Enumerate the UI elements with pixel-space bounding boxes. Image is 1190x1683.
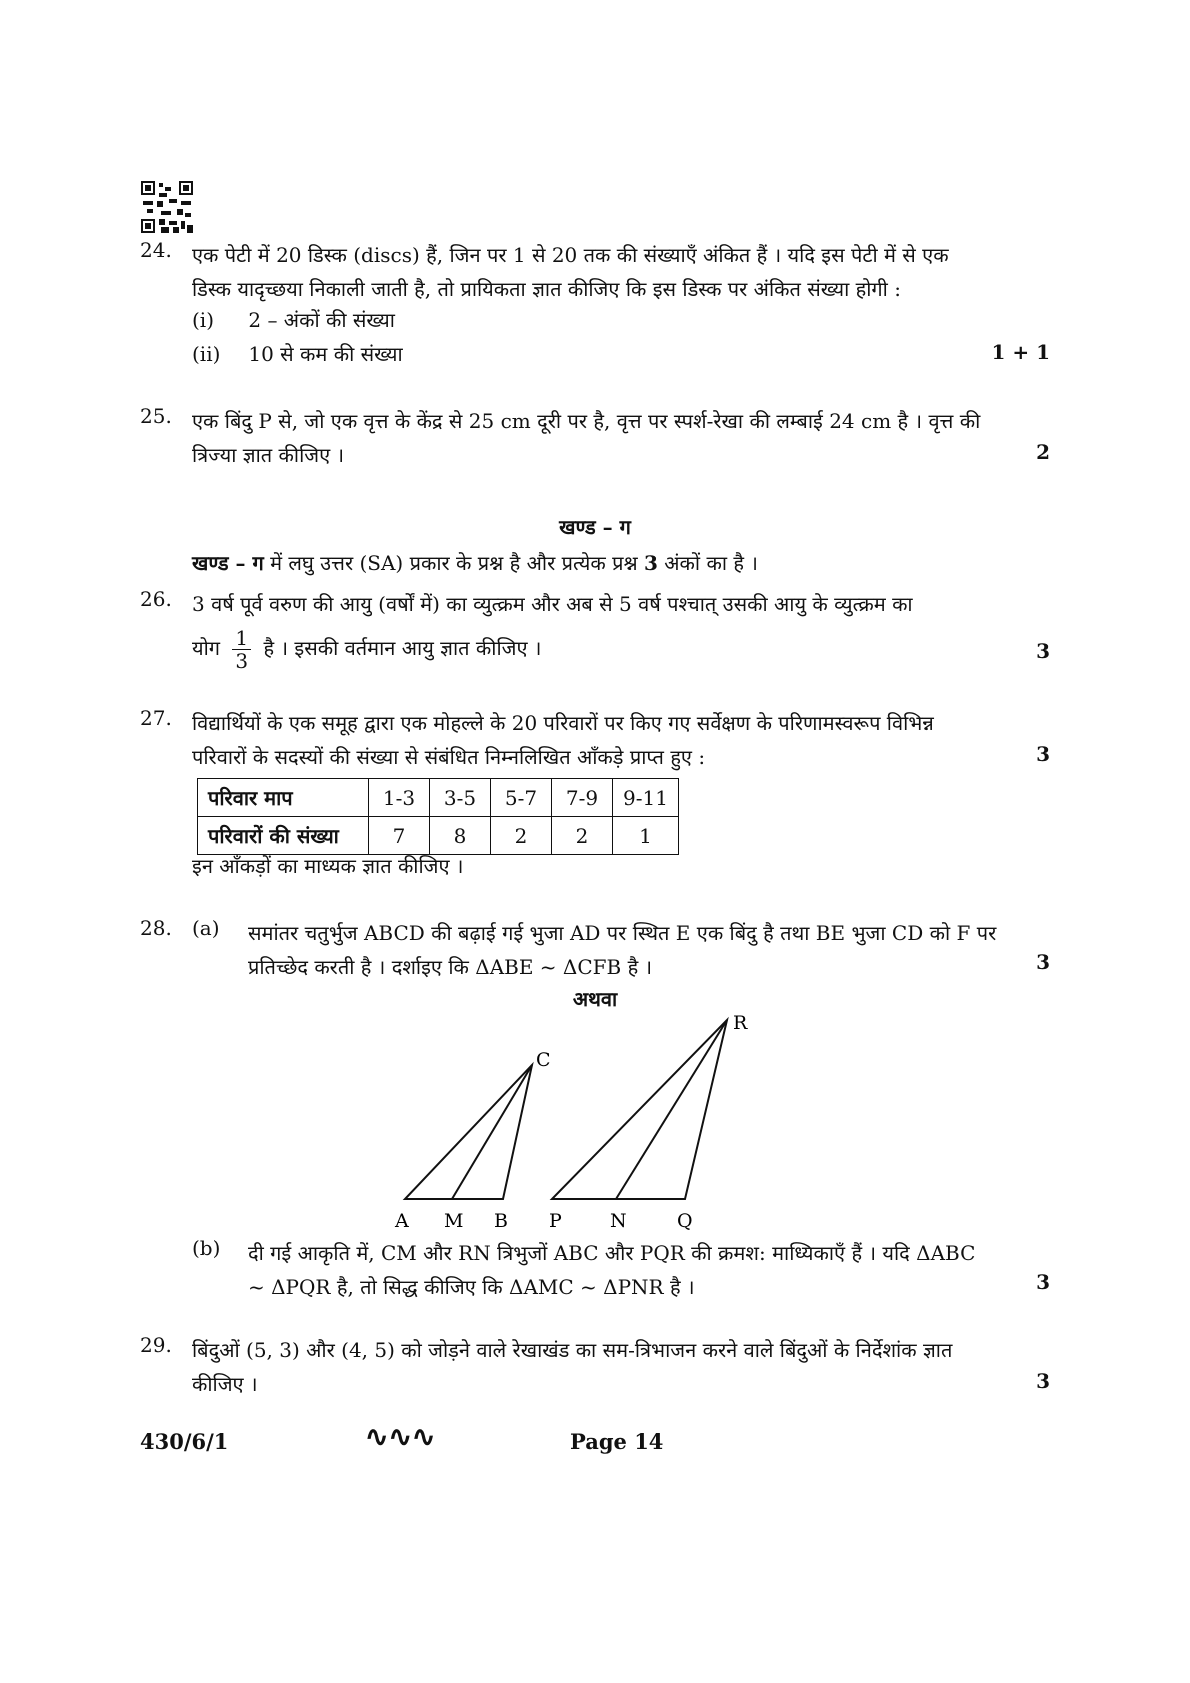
question-text: एक बिंदु P से, जो एक वृत्त के केंद्र से 25 cm दूरी पर है, वृत्त पर स्पर्श-रेखा की लम्बाई 24 cm है । वृत्त की त्रिज्या ज्ञात कीजिए । xyxy=(192,409,981,467)
question-marks: 1 + 1 xyxy=(991,340,1050,364)
fraction-denominator: 3 xyxy=(235,649,249,673)
or-separator: अथवा xyxy=(572,987,618,1011)
section-title: खण्ड – ग xyxy=(559,515,631,539)
text-post: है । इसकी वर्तमान आयु ज्ञात कीजिए । xyxy=(263,636,542,660)
part-text: 2 – अंकों की संख्या xyxy=(248,308,395,332)
part-label: (ii) xyxy=(192,342,221,366)
question-marks: 3 xyxy=(1036,1369,1050,1393)
part-label: (a) xyxy=(192,916,220,940)
question-marks: 3 xyxy=(1036,639,1050,663)
table-cell: 7 xyxy=(369,817,430,855)
label-B: B xyxy=(494,1210,508,1232)
table-cell: 1-3 xyxy=(369,779,430,817)
question-number: 24. xyxy=(140,238,172,262)
question-number: 26. xyxy=(140,587,172,611)
question-number: 29. xyxy=(140,1333,172,1357)
label-R: R xyxy=(733,1012,748,1034)
label-M: M xyxy=(444,1210,464,1232)
table-cell: 9-11 xyxy=(613,779,679,817)
part-a-text: समांतर चतुर्भुज ABCD की बढ़ाई गई भुजा AD पर स्थित E एक बिंदु है तथा BE भुजा CD को F पर प्रतिच्छेद करती है । दर्शाइए कि ΔABE ~ ΔCFB है । xyxy=(248,921,997,979)
table-cell: 5-7 xyxy=(491,779,552,817)
question-marks: 3 xyxy=(1036,742,1050,766)
section-intro-marks: 3 xyxy=(644,551,658,575)
label-C: C xyxy=(536,1049,551,1071)
table-header: परिवारों की संख्या xyxy=(198,817,369,855)
question-marks: 3 xyxy=(1036,950,1050,974)
part-label: (b) xyxy=(192,1236,221,1260)
table-cell: 2 xyxy=(552,817,613,855)
question-text: बिंदुओं (5, 3) और (4, 5) को जोड़ने वाले रेखाखंड का सम-त्रिभाजन करने वाले बिंदुओं के निर्देशांक ज्ञात कीजिए । xyxy=(192,1338,953,1396)
question-marks: 3 xyxy=(1036,1270,1050,1294)
part-text: 10 से कम की संख्या xyxy=(248,342,403,366)
table-cell: 2 xyxy=(491,817,552,855)
table-cell: 1 xyxy=(613,817,679,855)
page-number: Page 14 xyxy=(570,1429,664,1454)
ornament-icon: ∿∿∿ xyxy=(365,1420,436,1453)
paper-code: 430/6/1 xyxy=(140,1429,229,1454)
part-label: (i) xyxy=(192,308,215,332)
section-intro-text: में लघु उत्तर (SA) प्रकार के प्रश्न है और प्रत्येक प्रश्न xyxy=(263,551,644,575)
table-cell: 7-9 xyxy=(552,779,613,817)
question-text: विद्यार्थियों के एक समूह द्वारा एक मोहल्ले के 20 परिवारों पर किए गए सर्वेक्षण के परिणामस्वरूप विभिन्न परिवारों के सदस्यों की संख्या से संबंधित निम्नलिखित आँकड़े प्राप्त हुए : xyxy=(192,711,934,769)
text-pre: योग xyxy=(192,636,221,660)
question-number: 28. xyxy=(140,916,172,940)
question-marks: 2 xyxy=(1036,440,1050,464)
label-A: A xyxy=(395,1210,409,1232)
question-27-after: इन आँकड़ों का माध्यक ज्ञात कीजिए । xyxy=(192,854,464,878)
question-text: एक पेटी में 20 डिस्क (discs) हैं, जिन पर 1 से 20 तक की संख्याएँ अंकित हैं । यदि इस पेटी में से एक डिस्क यादृच्छया निकाली जाती है, तो प्रायिकता ज्ञात कीजिए कि इस डिस्क पर अंकित संख्या होगी : xyxy=(192,243,949,301)
section-intro-end: अंकों का है । xyxy=(657,551,758,575)
label-P: P xyxy=(549,1210,562,1232)
question-number: 27. xyxy=(140,706,172,730)
question-text-line1: 3 वर्ष पूर्व वरुण की आयु (वर्षों में) का व्युत्क्रम और अब से 5 वर्ष पश्चात् उसकी आयु के व्युत्क्रम का xyxy=(192,592,913,616)
table-header: परिवार माप xyxy=(198,779,369,817)
table-cell: 8 xyxy=(430,817,491,855)
label-N: N xyxy=(610,1210,627,1232)
table-cell: 3-5 xyxy=(430,779,491,817)
label-Q: Q xyxy=(677,1210,693,1232)
fraction-numerator: 1 xyxy=(232,627,251,650)
section-intro-bold: खण्ड – ग xyxy=(192,551,264,575)
question-number: 25. xyxy=(140,404,172,428)
part-b-text: दी गई आकृति में, CM और RN त्रिभुजों ABC और PQR की क्रमश: माध्यिकाएँ हैं । यदि ΔABC ~ ΔPQR है, तो सिद्ध कीजिए कि ΔAMC ~ ΔPNR है । xyxy=(248,1241,976,1299)
